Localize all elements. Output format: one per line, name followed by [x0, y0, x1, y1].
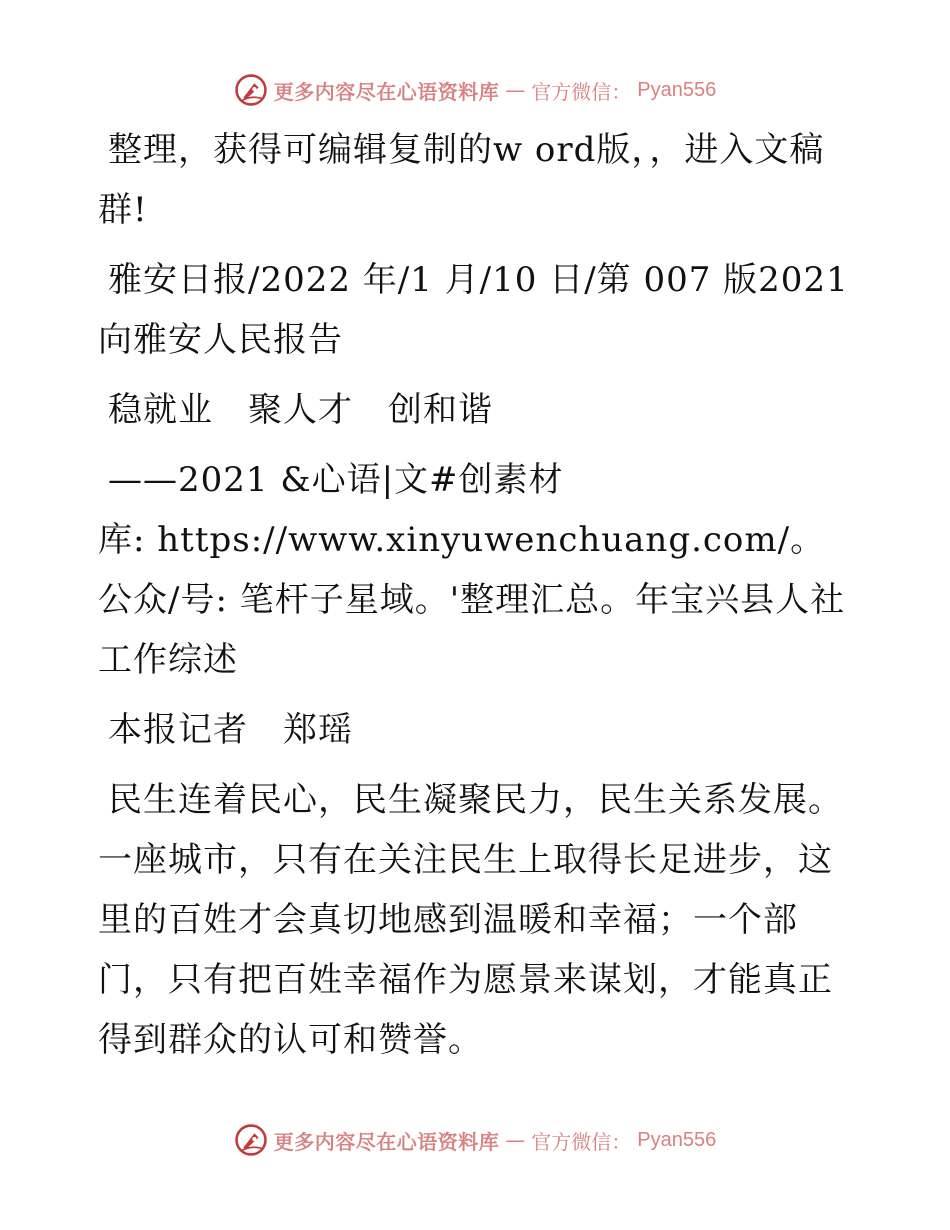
watermark-dash: — — [505, 1128, 526, 1152]
watermark-wechat-label: 官方微信： — [531, 1129, 632, 1154]
source-line: 雅安日报/2022 年/1 月/10 日/第 007 版2021向雅安人民报告 — [98, 260, 849, 360]
watermark-brand: 更多内容尽在心语资料库 — [273, 1129, 500, 1154]
article-headline: 稳就业 聚人才 创和谐 — [108, 390, 493, 430]
intro-paragraph: 整理，获得可编辑复制的w ord版，，进入文稿群! — [98, 130, 825, 230]
pen-nib-logo-icon — [234, 73, 268, 107]
source-link-paragraph: 库: https://www.xinyuwenchuang.com/。公众/号: 笔杆子星域。'整理汇总。年宝兴县人社工作综述 — [98, 520, 846, 680]
pen-nib-logo-icon — [234, 1123, 268, 1157]
watermark-wechat-id: Pyan556 — [637, 78, 717, 101]
byline: 本报记者 郑瑶 — [108, 710, 353, 750]
watermark-wechat-label: 官方微信： — [531, 79, 632, 104]
watermark-wechat-id: Pyan556 — [637, 1128, 717, 1151]
header-watermark — [0, 70, 950, 110]
footer-watermark — [0, 1120, 950, 1160]
watermark-brand: 更多内容尽在心语资料库 — [273, 79, 500, 104]
watermark-dash: — — [505, 78, 526, 102]
body-paragraph: 民生连着民心，民生凝聚民力，民生关系发展。一座城市，只有在关注民生上取得长足进步，这里的百姓才会真切地感到温暖和幸福；一个部门，只有把百姓幸福作为愿景来谋划，才能真正得到群众的认可和赞誉。 — [98, 780, 843, 1060]
subtitle-line: ——2021 &心语|文#创素材 — [108, 460, 564, 500]
document-body — [98, 120, 858, 1070]
